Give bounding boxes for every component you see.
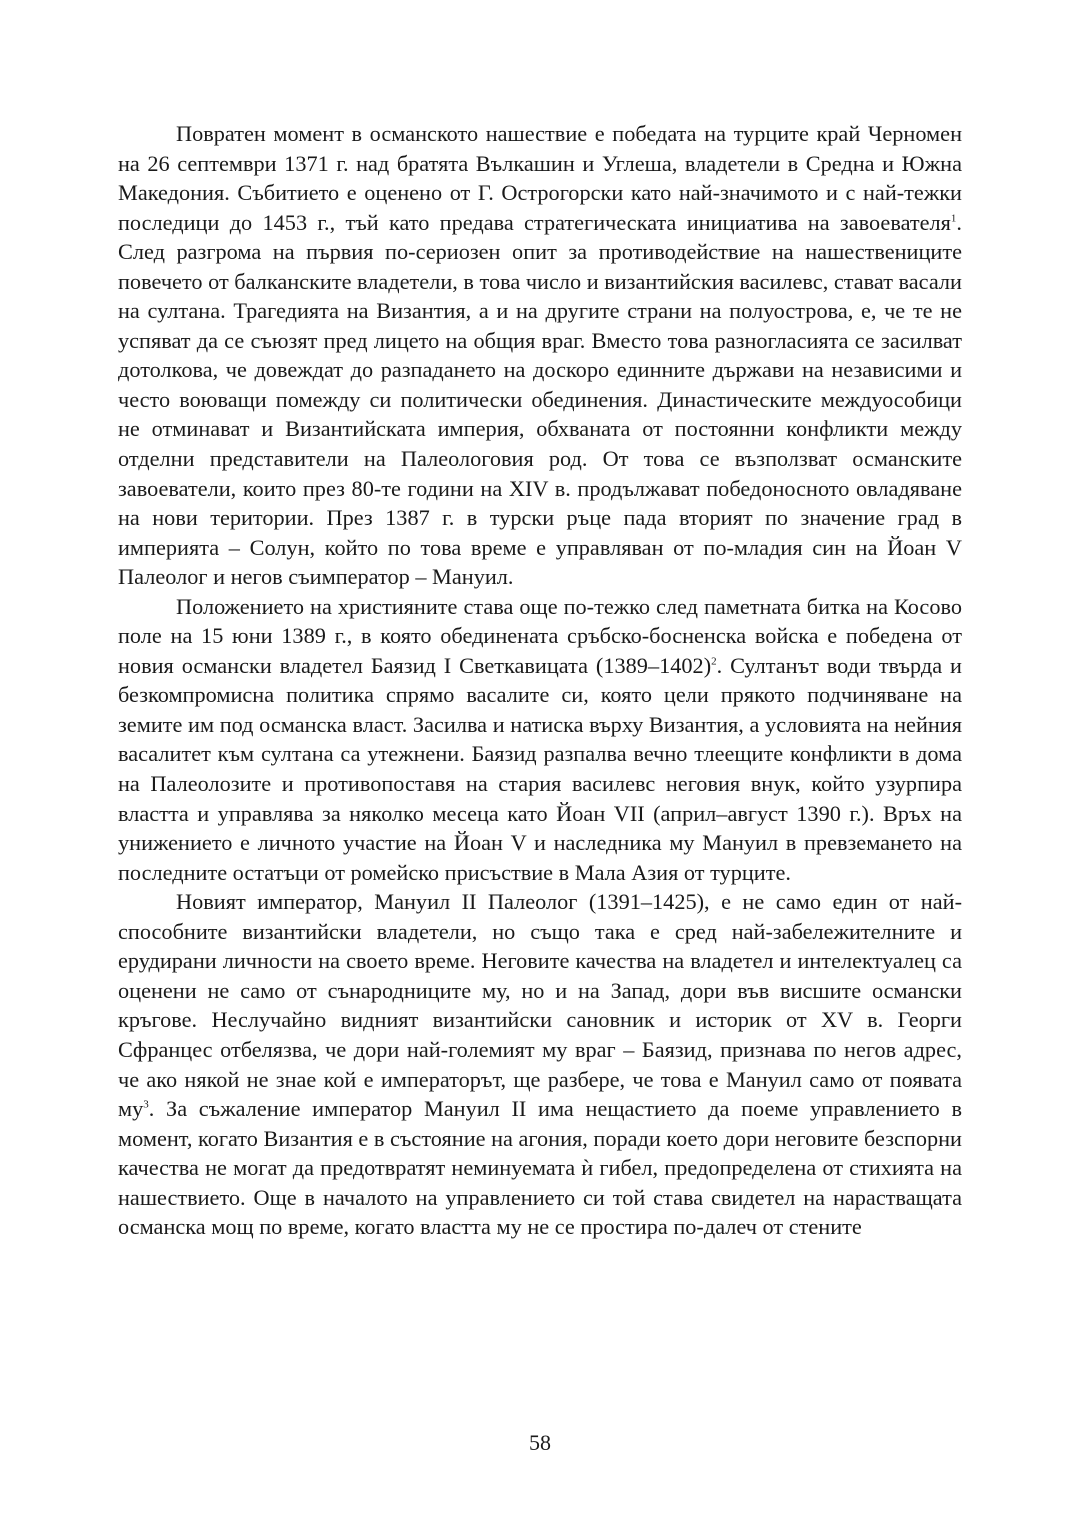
footnote-ref-3[interactable]: 3	[143, 1098, 149, 1111]
paragraph-text: Положението на християните става още по-тежко след паметната битка на Косово поле на 15 юни 1389 г., в която обединената сръбско-босненска войска е победена от новия османски владетел Баязид I Светкавицата (1389–1402)	[118, 593, 962, 678]
paragraph-text: . За съжаление император Мануил II има нещастието да поеме управлението в момент, когато Византия е в състояние на агония, поради което дори неговите безспорни качества не могат да предотвратят неминуемата ѝ гибел, предопределена от стихията на нашествието. Още в началото на управлението си той става свидетел на нарастващата османска мощ по време, когато властта му не се простира по-далеч от стените	[118, 1096, 962, 1240]
paragraph-text: Повратен момент в османското нашествие е победата на турците край Черномен на 26 септември 1371 г. над братята Вълкашин и Углеша, владетели в Средна и Южна Македония. Събитието е оценено от Г. Острогорски като най-значимото и с най-тежки последици до 1453 г., тъй като предава стратегическата инициатива на завоевателя	[118, 121, 962, 235]
paragraph-text: . Султанът води твърда и безкомпромисна политика спрямо васалите си, която цели прякото подчиняване на земите им под османска власт. Засилва и натиска върху Византия, а условията на нейния васалитет към султана са утежнени. Баязид разпалва вечно тлеещите конфликти в дома на Палеолозите и противопоставя на стария василевс неговия внук, който узурпира властта и управлява за няколко месеца като Йоан VII (април–август 1390 г.). Връх на унижението е личното участие на Йоан V и наследника му Мануил в превземането на последните остатъци от ромейско присъствие в Мала Азия от турците.	[118, 652, 962, 885]
footnote-ref-1[interactable]: 1	[950, 212, 957, 225]
page-number: 58	[529, 1430, 551, 1455]
page-body	[118, 119, 962, 1242]
paragraph-3	[118, 887, 962, 1242]
footnote-ref-2[interactable]: 2	[711, 655, 717, 668]
paragraph-text: . След разгрома на първия по-сериозен опит за противодействие на нашествениците повечето от балканските владетели, в това число и византийския василевс, стават васали на султана. Трагедията на Византия, а и на другите страни на полуострова, е, че те не успяват да се съюзят пред лицето на общия враг. Вместо това разногласията се засилват дотолкова, че довеждат до разпадането на доскоро единните държави на независими и често воюващи помежду си политически обединения. Династическите междуособици не отминават и Византийската империя, обхваната от постоянни конфликти между отделни представители на Палеологовия род. От това се възползват османските завоеватели, които през 80-те години на XIV в. продължават победоносното овладяване на нови територии. През 1387 г. в турски ръце пада вторият по значение град в империята – Солун, който по това време е управляван от по-младия син на Йоан V Палеолог и негов съимператор – Мануил.	[118, 209, 962, 590]
paragraph-1	[118, 119, 962, 592]
paragraph-2	[118, 592, 962, 887]
paragraph-text: Новият император, Мануил II Палеолог (1391–1425), е не само един от най-способните византийски владетели, но също така е сред най-забележителните и ерудирани личности на своето време. Неговите качества на владетел и интелектуалец са оценени не само от сънародниците му, но и на Запад, дори във висшите османски кръгове. Неслучайно видният византийски сановник и историк от XV в. Георги Сфранцес отбелязва, че дори най-големият му враг – Баязид, признава по негов адрес, че ако някой не знае кой е императорът, ще разбере, че това е Мануил само от появата му	[118, 889, 962, 1122]
